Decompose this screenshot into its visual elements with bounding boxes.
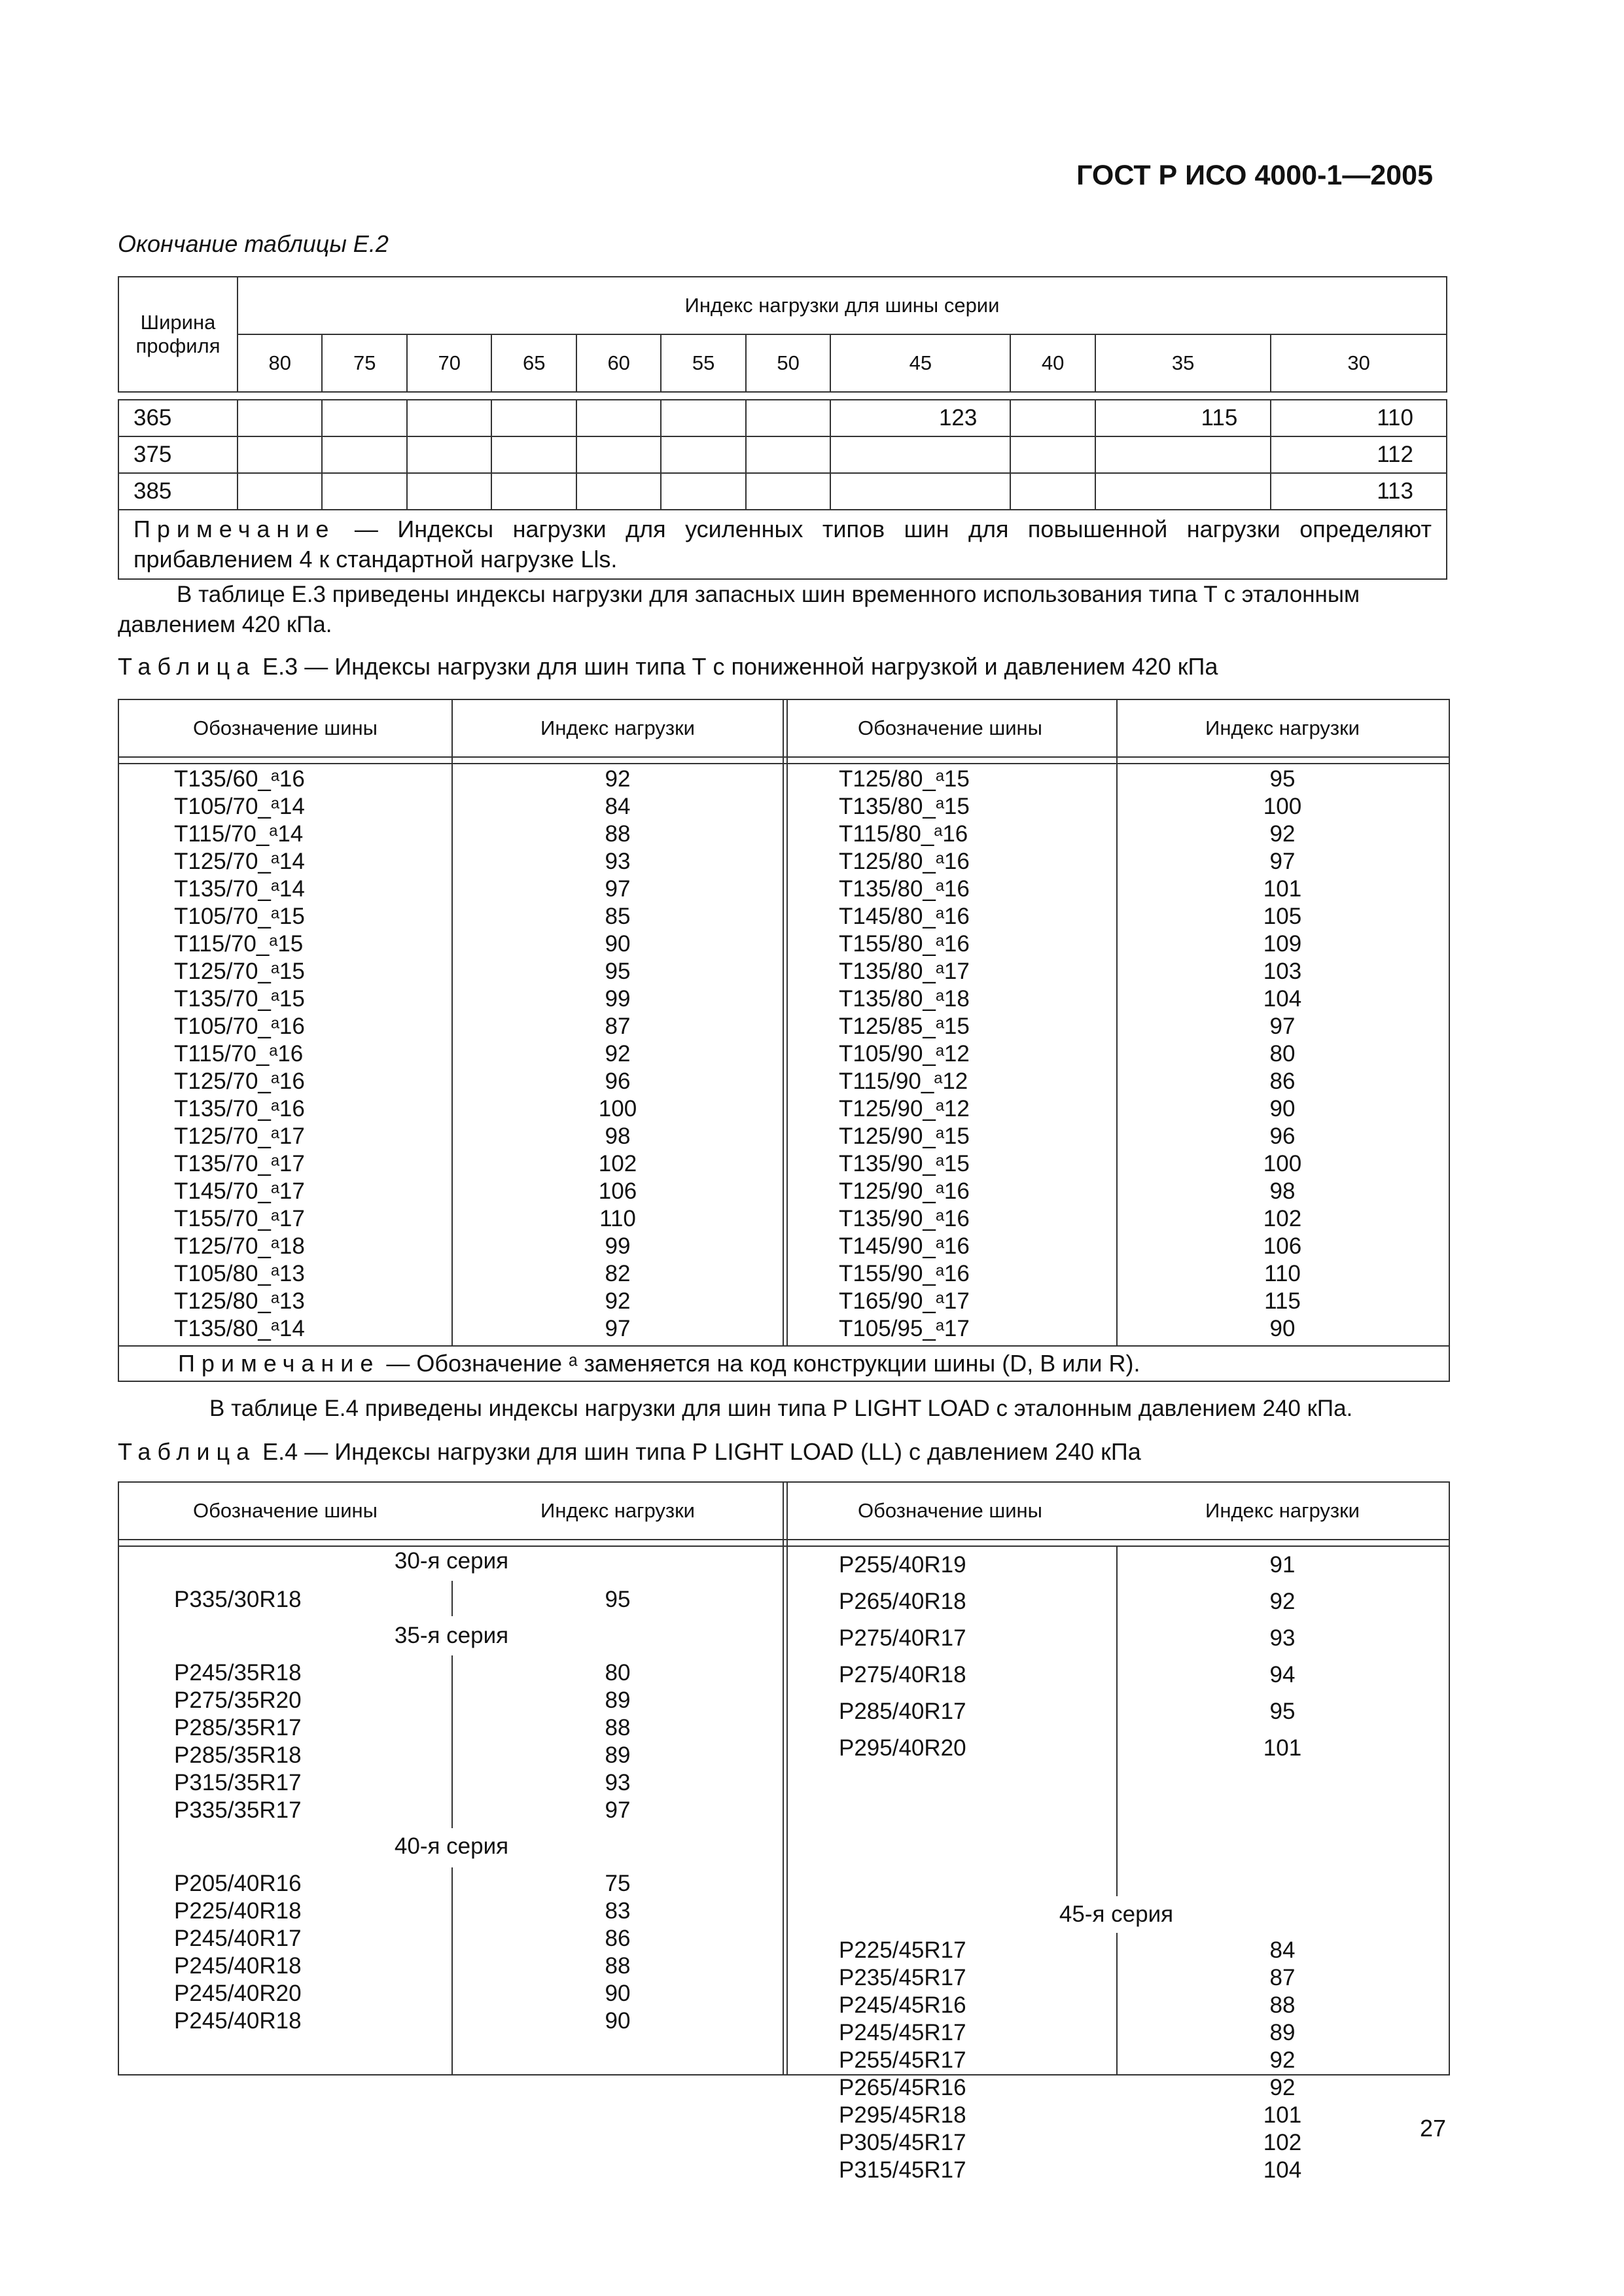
list-item: T125/85_ᵃ15 bbox=[839, 1014, 970, 1039]
list-item: 110 bbox=[1264, 1261, 1301, 1286]
list-item: 85 bbox=[605, 904, 631, 929]
list-item: 88 bbox=[605, 1953, 631, 1979]
series-header: 80 bbox=[238, 334, 322, 392]
load-index-cell bbox=[576, 436, 661, 473]
width-cell: 375 bbox=[118, 436, 238, 473]
load-index-cell bbox=[576, 400, 661, 436]
load-index-cell bbox=[491, 400, 576, 436]
table-e4 bbox=[118, 1481, 1450, 2183]
list-item: P305/45R17 bbox=[839, 2130, 966, 2155]
list-item: T135/70_ᵃ15 bbox=[174, 986, 305, 1012]
table-e3 bbox=[118, 699, 1450, 1382]
list-item: P315/35R17 bbox=[174, 1770, 302, 1795]
list-item: 96 bbox=[605, 1069, 631, 1094]
list-item: T135/70_ᵃ14 bbox=[174, 876, 305, 902]
list-item: 97 bbox=[605, 1316, 631, 1341]
load-index-cell: 110 bbox=[1271, 400, 1447, 436]
list-item: 93 bbox=[605, 849, 631, 874]
list-item: P335/30R18 bbox=[174, 1587, 302, 1612]
t4-s45-values bbox=[1116, 1937, 1449, 2184]
list-item: P245/40R18 bbox=[174, 2008, 302, 2034]
list-item: 97 bbox=[605, 1797, 631, 1823]
list-item: 83 bbox=[605, 1898, 631, 1924]
t3-header-index-right: Индекс нагрузки bbox=[1205, 716, 1360, 739]
t4-series-45: 45-я серия bbox=[1059, 1901, 1174, 1927]
t4-s45-names bbox=[839, 1937, 966, 2184]
list-item: T145/70_ᵃ17 bbox=[174, 1178, 305, 1204]
list-item: 88 bbox=[1269, 1992, 1296, 2018]
table-row bbox=[118, 473, 1447, 510]
list-item: T115/70_ᵃ16 bbox=[174, 1041, 304, 1067]
list-item: T135/80_ᵃ17 bbox=[839, 959, 970, 984]
load-index-cell bbox=[491, 473, 576, 510]
load-index-cell bbox=[407, 400, 491, 436]
list-item: T165/90_ᵃ17 bbox=[839, 1288, 970, 1314]
load-index-cell bbox=[830, 473, 1010, 510]
t4-s40-values bbox=[451, 1870, 784, 2035]
list-item: 97 bbox=[605, 876, 631, 902]
list-item: 92 bbox=[1269, 2047, 1296, 2073]
load-index-cell bbox=[661, 436, 745, 473]
list-item: 97 bbox=[1269, 849, 1296, 874]
list-item: 102 bbox=[1263, 1206, 1302, 1231]
load-index-cell bbox=[322, 436, 406, 473]
list-item: T155/80_ᵃ16 bbox=[839, 931, 970, 957]
load-index-cell bbox=[661, 400, 745, 436]
t3-right-values bbox=[1116, 766, 1449, 1343]
t4-r40-names bbox=[839, 1547, 966, 1767]
table-e2-note: Примечание — Индексы нагрузки для усиленных типов шин для повышенной нагрузки определяют прибавлением 4 к стандартной нагрузке Lls. bbox=[118, 510, 1447, 579]
table-e4-caption: Таблица Е.4 — Индексы нагрузки для шин типа Р LIGHT LOAD (LL) с давлением 240 кПа bbox=[118, 1438, 1141, 1465]
list-item: 101 bbox=[1263, 2102, 1302, 2128]
list-item: T115/90_ᵃ12 bbox=[839, 1069, 968, 1094]
list-item: 100 bbox=[598, 1096, 637, 1122]
paragraph-e3-intro: В таблице Е.3 приведены индексы нагрузки для запасных шин временного использования типа Т с эталонным давлением 420 кПа. bbox=[118, 582, 1360, 637]
load-index-cell bbox=[661, 473, 745, 510]
list-item: P245/40R17 bbox=[174, 1926, 302, 1951]
list-item: P285/35R17 bbox=[174, 1715, 302, 1740]
list-item: 94 bbox=[1269, 1662, 1296, 1687]
t3-header-index-left: Индекс нагрузки bbox=[540, 716, 695, 739]
t4-header-index-left: Индекс нагрузки bbox=[540, 1499, 695, 1522]
list-item: P275/40R17 bbox=[839, 1625, 966, 1651]
list-item: 110 bbox=[599, 1206, 636, 1231]
list-item: 92 bbox=[1269, 1589, 1296, 1614]
list-item: 100 bbox=[1263, 1151, 1302, 1176]
list-item: P315/45R17 bbox=[839, 2157, 966, 2183]
load-index-cell bbox=[1095, 436, 1271, 473]
list-item: P295/45R18 bbox=[839, 2102, 966, 2128]
series-header: 65 bbox=[491, 334, 576, 392]
table-e2-caption: Окончание таблицы Е.2 bbox=[118, 230, 389, 257]
list-item: P225/40R18 bbox=[174, 1898, 302, 1924]
list-item: P225/45R17 bbox=[839, 1937, 966, 1963]
list-item: 92 bbox=[605, 1288, 631, 1314]
width-cell: 365 bbox=[118, 400, 238, 436]
list-item: T105/70_ᵃ16 bbox=[174, 1014, 305, 1039]
list-item: T115/80_ᵃ16 bbox=[839, 821, 968, 847]
t4-s35-names bbox=[174, 1659, 302, 1824]
list-item: 100 bbox=[1263, 794, 1302, 819]
load-index-cell bbox=[322, 400, 406, 436]
list-item: 103 bbox=[1263, 959, 1302, 984]
series-header: 55 bbox=[661, 334, 745, 392]
series-header: 45 bbox=[830, 334, 1010, 392]
list-item: 90 bbox=[605, 1981, 631, 2006]
series-header: 35 bbox=[1095, 334, 1271, 392]
list-item: P245/35R18 bbox=[174, 1660, 302, 1686]
list-item: 88 bbox=[605, 821, 631, 847]
list-item: 91 bbox=[1269, 1552, 1296, 1578]
load-index-cell bbox=[238, 436, 322, 473]
list-item: T125/70_ᵃ15 bbox=[174, 959, 305, 984]
list-item: P245/45R17 bbox=[839, 2020, 966, 2045]
list-item: 89 bbox=[605, 1687, 631, 1713]
list-item: P285/40R17 bbox=[839, 1699, 966, 1724]
list-item: 80 bbox=[605, 1660, 631, 1686]
document-header: ГОСТ Р ИСО 4000-1—2005 bbox=[1076, 160, 1433, 191]
list-item: 99 bbox=[605, 986, 631, 1012]
list-item: 90 bbox=[605, 931, 631, 957]
table-e2 bbox=[118, 276, 1447, 580]
load-index-cell bbox=[830, 436, 1010, 473]
load-index-cell bbox=[576, 473, 661, 510]
paragraph-e4-intro: В таблице Е.4 приведены индексы нагрузки для шин типа Р LIGHT LOAD с эталонным давлением 240 кПа. bbox=[209, 1396, 1353, 1421]
list-item: 102 bbox=[1263, 2130, 1302, 2155]
list-item: 84 bbox=[1269, 1937, 1296, 1963]
list-item: T125/70_ᵃ17 bbox=[174, 1123, 305, 1149]
list-item: P255/45R17 bbox=[839, 2047, 966, 2073]
load-index-cell: 112 bbox=[1271, 436, 1447, 473]
list-item: 93 bbox=[1269, 1625, 1296, 1651]
load-index-cell bbox=[1010, 436, 1095, 473]
list-item: 109 bbox=[1263, 931, 1302, 957]
list-item: 106 bbox=[1263, 1233, 1302, 1259]
list-item: 75 bbox=[605, 1871, 631, 1896]
load-index-cell bbox=[746, 473, 830, 510]
series-header: 30 bbox=[1271, 334, 1447, 392]
t4-s40-names bbox=[174, 1870, 302, 2035]
list-item: T135/70_ᵃ16 bbox=[174, 1096, 305, 1122]
load-index-cell bbox=[238, 400, 322, 436]
list-item: T155/90_ᵃ16 bbox=[839, 1261, 970, 1286]
list-item: 115 bbox=[1264, 1288, 1301, 1314]
list-item: 92 bbox=[605, 766, 631, 792]
list-item: T125/70_ᵃ18 bbox=[174, 1233, 305, 1259]
col-header-width: Ширина профиля bbox=[118, 277, 238, 392]
list-item: P265/45R16 bbox=[839, 2075, 966, 2100]
list-item: 90 bbox=[1269, 1096, 1296, 1122]
list-item: 98 bbox=[1269, 1178, 1296, 1204]
list-item: 95 bbox=[605, 1587, 631, 1612]
list-item: T145/80_ᵃ16 bbox=[839, 904, 970, 929]
t4-series-40: 40-я серия bbox=[394, 1833, 509, 1859]
list-item: 102 bbox=[598, 1151, 637, 1176]
load-index-cell bbox=[1010, 400, 1095, 436]
list-item: T125/80_ᵃ13 bbox=[174, 1288, 305, 1314]
list-item: 99 bbox=[605, 1233, 631, 1259]
list-item: P285/35R18 bbox=[174, 1742, 302, 1768]
list-item: 82 bbox=[605, 1261, 631, 1286]
list-item: P205/40R16 bbox=[174, 1871, 302, 1896]
list-item: 95 bbox=[1269, 766, 1296, 792]
t4-header-index-right: Индекс нагрузки bbox=[1205, 1499, 1360, 1522]
t3-left-values bbox=[451, 766, 784, 1343]
list-item: 80 bbox=[1269, 1041, 1296, 1067]
t3-left-names bbox=[174, 766, 305, 1343]
list-item: 101 bbox=[1263, 876, 1302, 902]
list-item: P265/40R18 bbox=[839, 1589, 966, 1614]
t4-r40-values bbox=[1116, 1547, 1449, 1767]
list-item: T105/95_ᵃ17 bbox=[839, 1316, 970, 1341]
page-number: 27 bbox=[1419, 2115, 1446, 2142]
t4-s35-values bbox=[451, 1659, 784, 1824]
table-e3-caption: Таблица Е.3 — Индексы нагрузки для шин типа Т с пониженной нагрузкой и давлением 420 кПа bbox=[118, 653, 1218, 680]
list-item: P275/35R20 bbox=[174, 1687, 302, 1713]
list-item: 93 bbox=[605, 1770, 631, 1795]
list-item: 86 bbox=[1269, 1069, 1296, 1094]
list-item: 84 bbox=[605, 794, 631, 819]
t4-series-35: 35-я серия bbox=[394, 1623, 509, 1648]
list-item: P235/45R17 bbox=[839, 1965, 966, 1990]
list-item: P255/40R19 bbox=[839, 1552, 966, 1578]
list-item: 104 bbox=[1263, 986, 1302, 1012]
list-item: T155/70_ᵃ17 bbox=[174, 1206, 305, 1231]
list-item: T135/90_ᵃ15 bbox=[839, 1151, 970, 1176]
t4-header-name-right: Обозначение шины bbox=[858, 1499, 1042, 1522]
load-index-cell bbox=[407, 473, 491, 510]
list-item: 87 bbox=[605, 1014, 631, 1039]
load-index-cell bbox=[238, 473, 322, 510]
t4-header-name-left: Обозначение шины bbox=[193, 1499, 378, 1522]
table-row bbox=[118, 436, 1447, 473]
list-item: 95 bbox=[1269, 1699, 1296, 1724]
list-item: P245/45R16 bbox=[839, 1992, 966, 2018]
list-item: 106 bbox=[598, 1178, 637, 1204]
list-item: T135/70_ᵃ17 bbox=[174, 1151, 305, 1176]
list-item: 92 bbox=[1269, 821, 1296, 847]
load-index-cell bbox=[491, 436, 576, 473]
list-item: 90 bbox=[1269, 1316, 1296, 1341]
list-item: 92 bbox=[1269, 2075, 1296, 2100]
width-cell: 385 bbox=[118, 473, 238, 510]
load-index-cell: 115 bbox=[1095, 400, 1271, 436]
t4-s30-names bbox=[174, 1586, 302, 1614]
list-item: T135/90_ᵃ16 bbox=[839, 1206, 970, 1231]
list-item: T135/80_ᵃ16 bbox=[839, 876, 970, 902]
list-item: 98 bbox=[605, 1123, 631, 1149]
load-index-cell bbox=[746, 400, 830, 436]
load-index-cell bbox=[1010, 473, 1095, 510]
load-index-cell bbox=[407, 436, 491, 473]
series-header: 40 bbox=[1010, 334, 1095, 392]
list-item: 86 bbox=[605, 1926, 631, 1951]
list-item: T135/80_ᵃ15 bbox=[839, 794, 970, 819]
list-item: P245/40R18 bbox=[174, 1953, 302, 1979]
list-item: T135/80_ᵃ18 bbox=[839, 986, 970, 1012]
list-item: 95 bbox=[605, 959, 631, 984]
list-item: T125/80_ᵃ16 bbox=[839, 849, 970, 874]
table-e3-note: Примечание — Обозначение ᵃ заменяется на код конструкции шины (D, B или R). bbox=[119, 1345, 1449, 1381]
list-item: P245/40R20 bbox=[174, 1981, 302, 2006]
load-index-cell: 113 bbox=[1271, 473, 1447, 510]
load-index-cell bbox=[322, 473, 406, 510]
t4-s30-values bbox=[451, 1586, 784, 1614]
list-item: 92 bbox=[605, 1041, 631, 1067]
list-item: P335/35R17 bbox=[174, 1797, 302, 1823]
list-item: T105/70_ᵃ14 bbox=[174, 794, 305, 819]
list-item: 104 bbox=[1263, 2157, 1302, 2183]
list-item: 97 bbox=[1269, 1014, 1296, 1039]
list-item: T105/90_ᵃ12 bbox=[839, 1041, 970, 1067]
list-item: 88 bbox=[605, 1715, 631, 1740]
list-item: P275/40R18 bbox=[839, 1662, 966, 1687]
table-row bbox=[118, 400, 1447, 436]
list-item: 87 bbox=[1269, 1965, 1296, 1990]
list-item: T125/90_ᵃ15 bbox=[839, 1123, 970, 1149]
list-item: 89 bbox=[1269, 2020, 1296, 2045]
list-item: T125/90_ᵃ12 bbox=[839, 1096, 970, 1122]
t3-right-names bbox=[839, 766, 970, 1343]
list-item: T105/80_ᵃ13 bbox=[174, 1261, 305, 1286]
list-item: T125/80_ᵃ15 bbox=[839, 766, 970, 792]
load-index-cell: 123 bbox=[830, 400, 1010, 436]
series-header: 70 bbox=[407, 334, 491, 392]
list-item: T115/70_ᵃ14 bbox=[174, 821, 304, 847]
load-index-cell bbox=[1095, 473, 1271, 510]
list-item: T105/70_ᵃ15 bbox=[174, 904, 305, 929]
t3-header-name-left: Обозначение шины bbox=[193, 716, 378, 739]
list-item: T125/70_ᵃ16 bbox=[174, 1069, 305, 1094]
list-item: 89 bbox=[605, 1742, 631, 1768]
list-item: T115/70_ᵃ15 bbox=[174, 931, 304, 957]
list-item: T145/90_ᵃ16 bbox=[839, 1233, 970, 1259]
list-item: 105 bbox=[1263, 904, 1302, 929]
list-item: T135/80_ᵃ14 bbox=[174, 1316, 305, 1341]
list-item: T125/70_ᵃ14 bbox=[174, 849, 305, 874]
list-item: T135/60_ᵃ16 bbox=[174, 766, 305, 792]
list-item: P295/40R20 bbox=[839, 1735, 966, 1761]
series-header: 50 bbox=[746, 334, 830, 392]
list-item: 96 bbox=[1269, 1123, 1296, 1149]
series-header: 75 bbox=[322, 334, 406, 392]
list-item: 90 bbox=[605, 2008, 631, 2034]
list-item: T125/90_ᵃ16 bbox=[839, 1178, 970, 1204]
load-index-cell bbox=[746, 436, 830, 473]
series-header: 60 bbox=[576, 334, 661, 392]
list-item: 101 bbox=[1263, 1735, 1302, 1761]
t3-header-name-right: Обозначение шины bbox=[858, 716, 1042, 739]
t4-series-30: 30-я серия bbox=[394, 1548, 509, 1574]
col-header-group: Индекс нагрузки для шины серии bbox=[238, 277, 1447, 334]
